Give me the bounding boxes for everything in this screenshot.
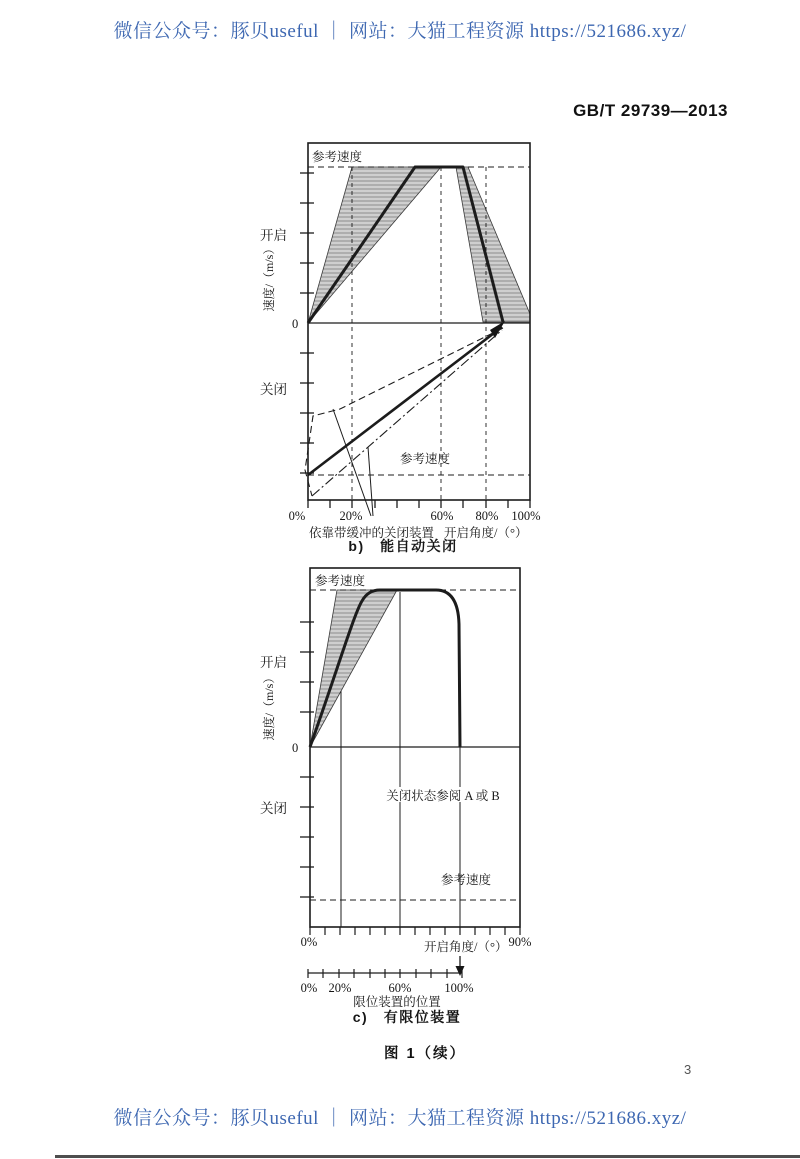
x-tick-20: 20% bbox=[339, 509, 363, 523]
y-open-label: 开启 bbox=[260, 655, 287, 670]
limit-axis-label: 限位装置的位置 bbox=[353, 995, 441, 1009]
scan-edge-line bbox=[55, 1155, 800, 1158]
x-tick-0: 0% bbox=[288, 509, 306, 523]
buffer-note: 依靠带缓冲的关闭装置 bbox=[309, 526, 435, 540]
x-tick-80: 80% bbox=[475, 509, 499, 523]
y-axis-label: 速度/（m/s） bbox=[262, 671, 276, 741]
limit-tick-20: 20% bbox=[328, 981, 352, 995]
limit-arrow-head bbox=[456, 966, 465, 976]
x-axis-label: 开启角度/（°） bbox=[424, 940, 508, 954]
x-tick-60: 60% bbox=[430, 509, 454, 523]
closed-state-note: 关闭状态参阅 A 或 B bbox=[386, 789, 500, 803]
figure-b-caption: b) 能自动关闭 bbox=[348, 538, 458, 554]
ref-speed-label-bottom: 参考速度 bbox=[400, 452, 451, 466]
figure-c-limit-device bbox=[240, 560, 560, 1030]
y-axis-label: 速度/（m/s） bbox=[262, 242, 276, 312]
x-tick-0: 0% bbox=[300, 935, 318, 949]
ref-speed-label-top: 参考速度 bbox=[315, 574, 366, 588]
closing-envelope-dashed bbox=[305, 328, 503, 496]
x-axis-label: 开启角度/（°） bbox=[444, 526, 528, 540]
x-tick-90: 90% bbox=[508, 935, 532, 949]
watermark-bottom: 微信公众号：豚贝useful ｜ 网站：大猫工程资源 https://521686.xyz/ bbox=[113, 1108, 687, 1129]
y-axis-ticks bbox=[300, 622, 314, 897]
y-close-label: 关闭 bbox=[260, 382, 287, 397]
standard-number: GB/T 29739—2013 bbox=[573, 101, 728, 120]
x-tick-100: 100% bbox=[511, 509, 541, 523]
ref-speed-label-top: 参考速度 bbox=[312, 150, 363, 164]
figure-caption: 图 1（续） bbox=[383, 1046, 467, 1062]
closing-envelope-dashdot bbox=[312, 330, 502, 496]
y-zero-label: 0 bbox=[292, 741, 299, 755]
limit-tick-0: 0% bbox=[300, 981, 318, 995]
y-close-label: 关闭 bbox=[260, 801, 287, 816]
ref-speed-label-bottom: 参考速度 bbox=[441, 873, 492, 887]
limit-tick-60: 60% bbox=[388, 981, 412, 995]
x-axis-ticks bbox=[310, 927, 520, 935]
opening-band bbox=[310, 590, 397, 747]
watermark-top: 微信公众号：豚贝useful ｜ 网站：大猫工程资源 https://521686.xyz/ bbox=[113, 21, 687, 42]
page-number: 3 bbox=[684, 1062, 692, 1077]
closing-to-zero-band bbox=[456, 167, 530, 322]
opening-band bbox=[308, 167, 441, 323]
figure-c-caption: c) 有限位装置 bbox=[352, 1009, 462, 1025]
limit-tick-100: 100% bbox=[444, 981, 474, 995]
y-zero-label: 0 bbox=[292, 317, 299, 331]
y-open-label: 开启 bbox=[260, 228, 287, 243]
figure-b-auto-close bbox=[240, 135, 560, 560]
x-axis-ticks bbox=[308, 500, 530, 508]
